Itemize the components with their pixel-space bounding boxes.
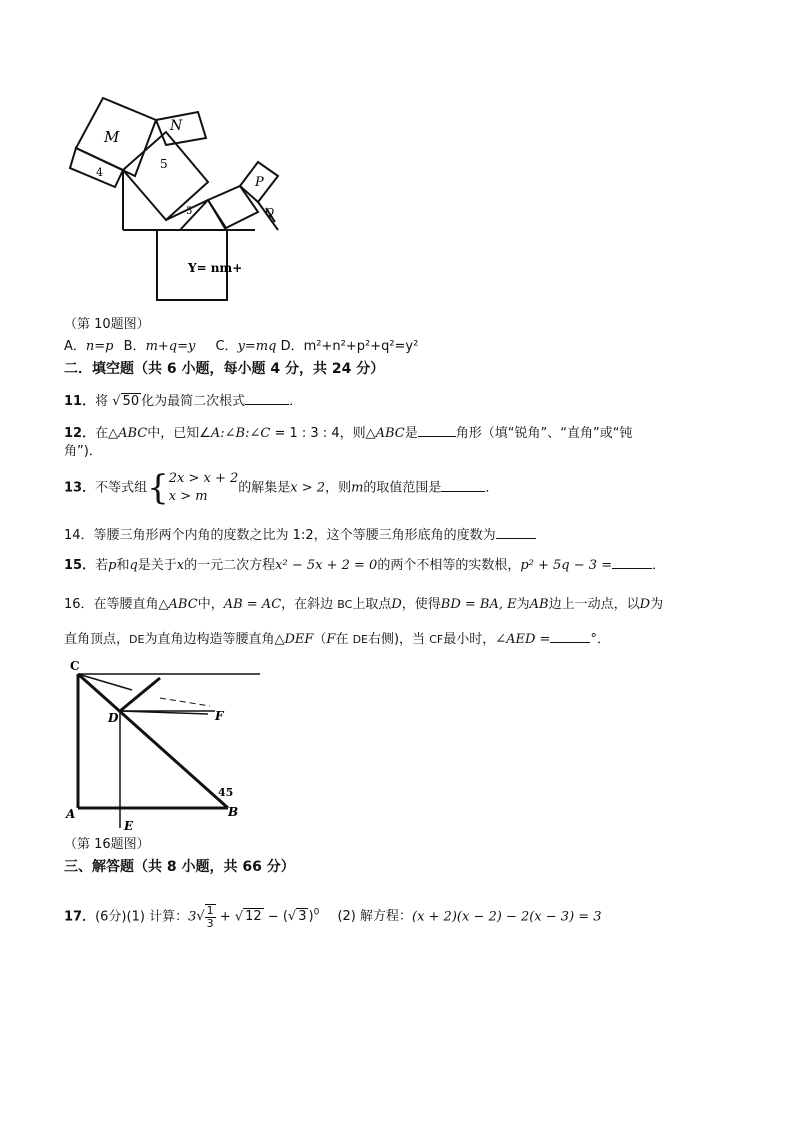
q13-answer-blank[interactable] — [441, 479, 485, 492]
q17-number: 17． — [64, 909, 96, 925]
question-17: 17．(6分)(1) 计算：3√ $\frac{1}{3}$ + √ 12 − (√ 3 )$^0$ (2) 解方程：(x + 2)(x − 2) − 2(x − 3) = 3 — [64, 903, 602, 930]
fig10-label-p: P — [255, 175, 264, 190]
q13-brace: { — [147, 468, 169, 508]
option-d-label: D． — [280, 339, 304, 354]
question-16-line1: 16．在等腰直角△ABC中，AB = AC，在斜边 BC上取点D，使得BD = BA, E为AB边上一动点，以D为 — [64, 597, 664, 612]
q11-radical: √ 50 — [112, 394, 140, 409]
fig16-label-angle: 45 — [218, 786, 234, 799]
q11-pre: 将 — [95, 394, 109, 409]
q11-number: 11． — [64, 394, 96, 409]
q15-answer-blank[interactable] — [612, 556, 652, 569]
q12-number: 12． — [64, 426, 96, 441]
option-c: y=mq — [237, 339, 277, 354]
option-d: m²+n²+p²+q²=y² — [303, 339, 419, 354]
q10-options — [64, 338, 418, 356]
option-a: n=p — [85, 339, 114, 354]
q12-answer-blank[interactable] — [418, 424, 456, 437]
option-b: m+q=y — [145, 339, 196, 354]
q12-line2: 角”)． — [64, 444, 102, 459]
q13-system: 2x > x + 2 x > m — [168, 471, 239, 504]
fig16-label-d: D — [108, 711, 119, 725]
q17-sqrt-12: √ 12 — [234, 909, 262, 925]
option-a-label: A． — [64, 339, 86, 354]
fig16-label-f: F — [215, 709, 224, 723]
question-16-line2: 直角顶点，DE为直角边构造等腰直角△DEF（F在 DE右侧)，当 CF最小时，∠AED = °． — [64, 632, 610, 647]
section-2-title: 二．填空题（共 6 小题，每小题 4 分，共 24 分） — [64, 361, 385, 377]
q17-power: (√ 3 )$^0$ — [282, 908, 320, 925]
q16-answer-blank[interactable] — [550, 630, 590, 643]
q11-answer-blank[interactable] — [245, 392, 289, 405]
question-12: 12．在△ABC中，已知∠A:∠B:∠C = 1 : 3 : 4，则△ABC是 角形（填“锐角”、“直角”或“钝 — [64, 426, 633, 441]
fig16-label-a: A — [66, 807, 76, 821]
fig10-label-q: Q — [265, 206, 275, 219]
question-14: 14．等腰三角形两个内角的度数之比为 1:2，这个等腰三角形底角的度数为 — [64, 526, 536, 545]
fig10-label-five-b: 5 — [186, 206, 193, 217]
option-b-label: B． — [123, 339, 146, 354]
fig10-label-m: M — [104, 128, 120, 146]
q15-number: 15． — [64, 558, 96, 573]
fig10-label-n: N — [170, 118, 183, 134]
fig10-label-y: Y= nm+ — [188, 261, 243, 275]
question-11: 11．将 √ 50 化为最简二次根式 ． — [64, 394, 303, 409]
question-13: 13．不等式组{ 2x > x + 2 x > m 的解集是x > 2，则m的取值范围是 ． — [64, 468, 499, 508]
fig16-label-e: E — [124, 819, 134, 833]
figure-10 — [60, 90, 290, 310]
q11-post: 化为最简二次根式 — [141, 394, 246, 409]
fig10-label-four: 4 — [96, 166, 103, 179]
fig16-label-b: B — [228, 805, 239, 819]
square-right — [208, 186, 258, 228]
option-c-label: C． — [215, 339, 238, 354]
fig10-label-five-a: 5 — [160, 157, 168, 171]
q13-number: 13． — [64, 480, 96, 496]
figure-16 — [60, 656, 270, 836]
q17-sqrt-fraction: √ $\frac{1}{3}$ — [196, 903, 214, 930]
section-3-title: 三、解答题（共 8 小题，共 66 分） — [64, 859, 295, 875]
fig16-label-c: C — [70, 659, 80, 673]
question-15: 15．若p和q是关于x的一元二次方程x² − 5x + 2 = 0的两个不相等的实数根，p² + 5q − 3 = ． — [64, 558, 666, 573]
fig10-caption: （第 10题图） — [64, 317, 150, 332]
fig16-caption: （第 16题图） — [64, 837, 150, 852]
q14-answer-blank[interactable] — [496, 526, 536, 539]
